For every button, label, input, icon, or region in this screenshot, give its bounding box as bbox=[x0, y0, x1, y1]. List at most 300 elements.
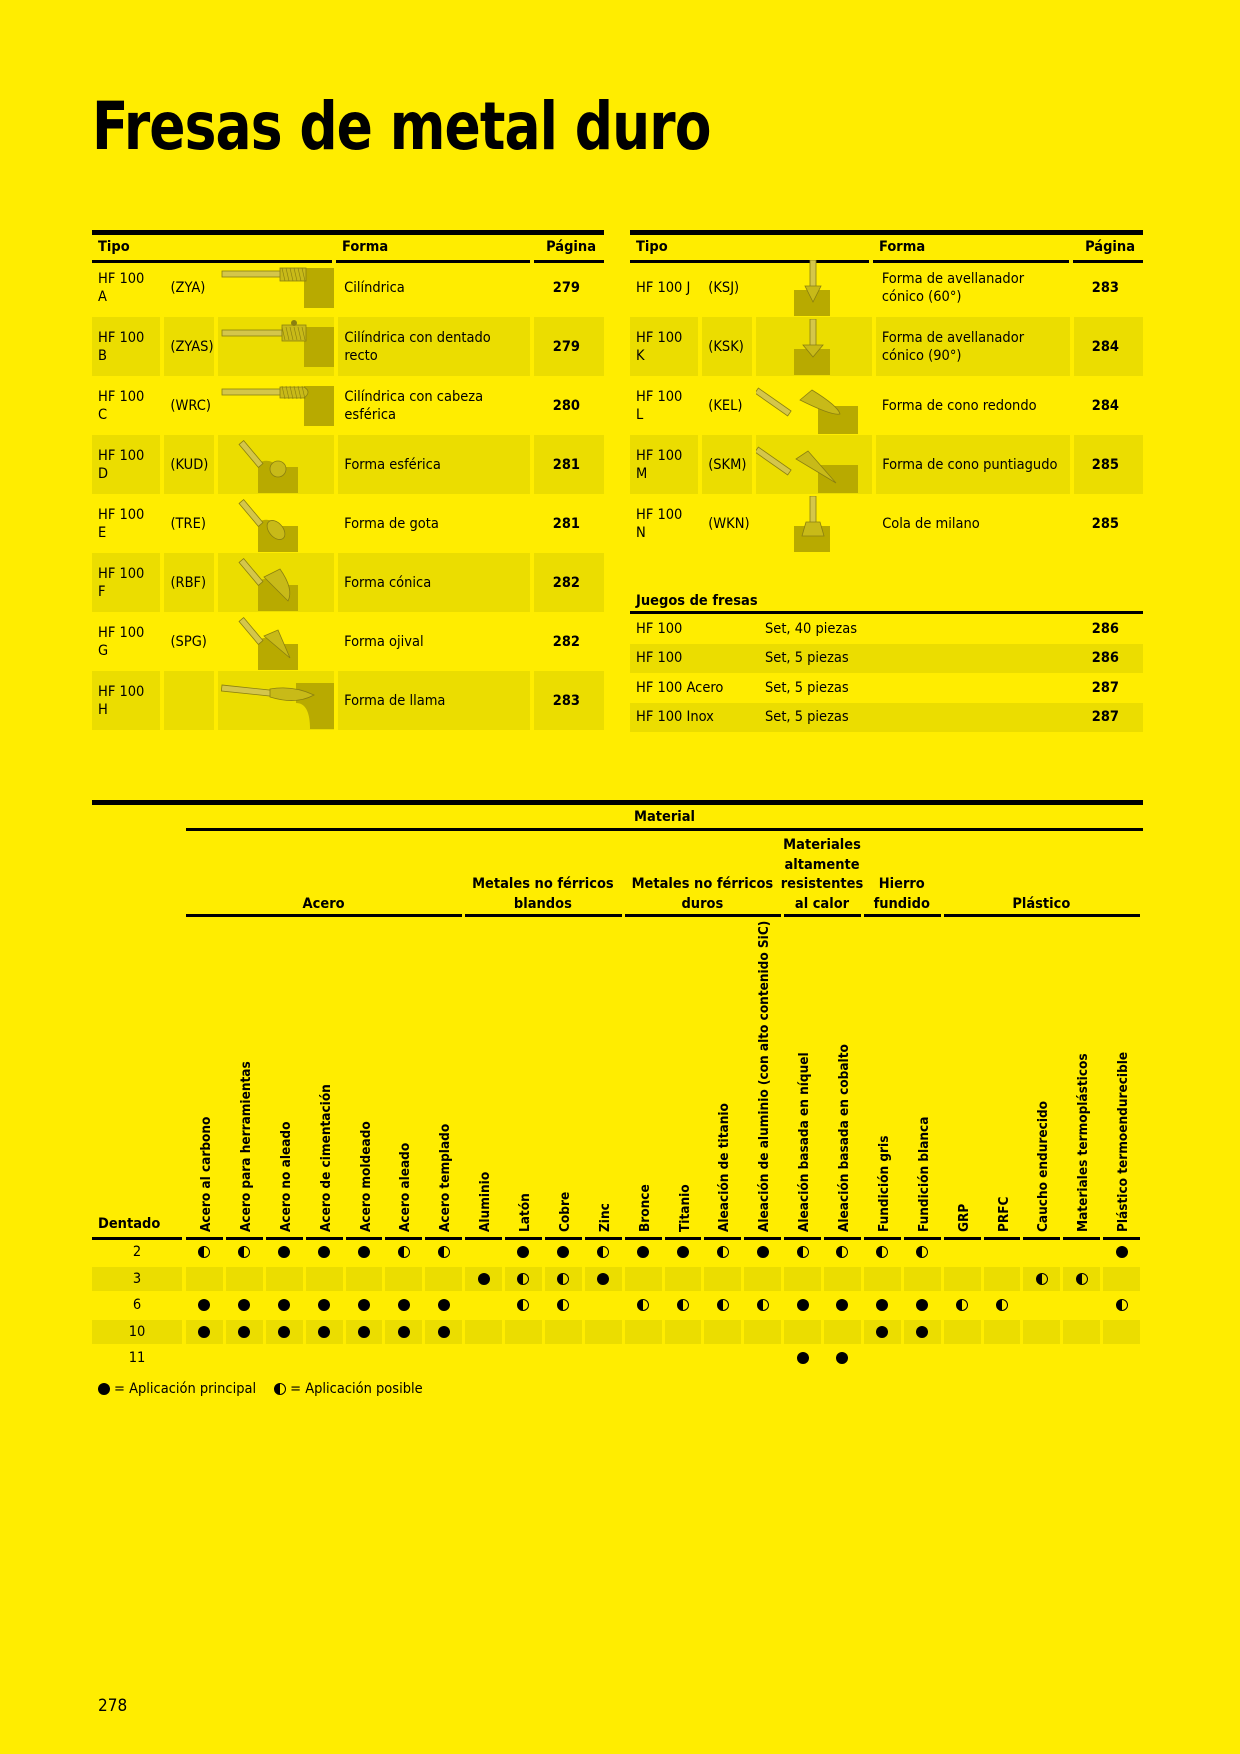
matrix-cell bbox=[1023, 1320, 1060, 1344]
set-desc: Set, 5 piezas bbox=[759, 703, 1063, 733]
full-circle-icon bbox=[517, 1246, 529, 1258]
material-group-label: Plástico bbox=[1012, 895, 1071, 912]
matrix-cell bbox=[266, 1346, 303, 1370]
matrix-cell bbox=[465, 1267, 502, 1291]
table-row bbox=[630, 376, 1143, 435]
page-ref: 283 bbox=[534, 671, 604, 730]
set-page-ref: 287 bbox=[1063, 703, 1143, 733]
matrix-cell bbox=[864, 1293, 901, 1317]
matrix-cell bbox=[665, 1240, 702, 1264]
set-page-ref: 286 bbox=[1063, 644, 1143, 674]
full-circle-icon bbox=[597, 1273, 609, 1285]
half-circle-icon bbox=[1116, 1299, 1128, 1311]
half-circle-icon bbox=[517, 1299, 529, 1311]
full-circle-icon bbox=[318, 1299, 330, 1311]
half-circle-icon bbox=[836, 1246, 848, 1258]
page-ref: 285 bbox=[1074, 435, 1143, 494]
matrix-cell bbox=[984, 1346, 1021, 1370]
material-column-label: Fundición blanca bbox=[915, 1116, 932, 1232]
dentado-value: 3 bbox=[92, 1267, 182, 1291]
matrix-cell bbox=[465, 1293, 502, 1317]
matrix-cell bbox=[465, 1240, 502, 1264]
forma-label: Cola de milano bbox=[882, 515, 980, 532]
matrix-cell bbox=[425, 1320, 462, 1344]
forma-label: Forma de cono puntiagudo bbox=[876, 435, 1069, 494]
page-ref: 281 bbox=[552, 515, 580, 532]
material-column-header bbox=[1105, 920, 1141, 1232]
material-group-label: Metales no férricos duros bbox=[631, 876, 774, 912]
material-column-label: Aleación de titanio bbox=[716, 1103, 733, 1232]
table-row bbox=[92, 435, 604, 494]
full-circle-icon bbox=[318, 1326, 330, 1338]
material-column-header bbox=[667, 920, 703, 1232]
matrix-cell bbox=[186, 1293, 223, 1317]
countersink-60-burr-icon bbox=[756, 258, 872, 317]
full-circle-icon bbox=[358, 1299, 370, 1311]
page-ref: 282 bbox=[534, 553, 604, 612]
matrix-cell bbox=[545, 1293, 582, 1317]
matrix-cell bbox=[1103, 1240, 1140, 1264]
table-row bbox=[630, 435, 1143, 494]
tipo-abbr: (ZYA) bbox=[170, 279, 206, 296]
countersink-90-burr-icon bbox=[756, 317, 872, 376]
matrix-cell bbox=[226, 1293, 263, 1317]
set-page-ref: 287 bbox=[1091, 679, 1119, 696]
forma-label: Forma de gota bbox=[344, 515, 439, 532]
half-circle-icon bbox=[637, 1299, 649, 1311]
set-desc: Set, 40 piezas bbox=[765, 620, 858, 637]
forma-label: Forma de avellanador cónico (90°) bbox=[876, 317, 1070, 376]
matrix-cell bbox=[505, 1240, 542, 1264]
matrix-row bbox=[92, 1267, 1143, 1291]
tipo-code: HF 100 D bbox=[92, 435, 160, 494]
material-column-header bbox=[308, 920, 344, 1232]
tipo-abbr: (TRE) bbox=[170, 515, 206, 532]
matrix-cell bbox=[346, 1240, 383, 1264]
material-column-header bbox=[906, 920, 942, 1232]
full-circle-icon bbox=[438, 1326, 450, 1338]
set-row bbox=[630, 703, 1143, 733]
matrix-cell bbox=[625, 1240, 662, 1264]
full-circle-icon bbox=[637, 1246, 649, 1258]
matrix-cell bbox=[306, 1320, 343, 1344]
flame-burr-icon bbox=[218, 671, 334, 730]
set-desc: Set, 5 piezas bbox=[765, 679, 849, 696]
legend-principal: = Aplicación principal bbox=[114, 1381, 257, 1397]
matrix-row bbox=[92, 1240, 1143, 1264]
forma-label: Forma esférica bbox=[338, 435, 530, 494]
full-circle-icon bbox=[238, 1326, 250, 1338]
set-name: HF 100 bbox=[630, 644, 759, 674]
full-circle-icon bbox=[757, 1246, 769, 1258]
matrix-cell bbox=[744, 1267, 781, 1291]
matrix-cell bbox=[346, 1346, 383, 1370]
material-column-header bbox=[866, 920, 902, 1232]
half-circle-icon bbox=[557, 1273, 569, 1285]
forma-label: Forma de cono redondo bbox=[881, 397, 1037, 414]
matrix-cell bbox=[585, 1293, 622, 1317]
half-circle-icon bbox=[274, 1383, 286, 1395]
tipo-abbr: (RBF) bbox=[164, 553, 214, 612]
matrix-cell bbox=[824, 1267, 861, 1291]
matrix-cell bbox=[864, 1320, 901, 1344]
material-column-label: Acero al carbono bbox=[198, 1116, 214, 1232]
full-circle-icon bbox=[278, 1299, 290, 1311]
full-circle-icon bbox=[278, 1246, 290, 1258]
tipo-abbr: (KEL) bbox=[708, 397, 743, 414]
dentado-heading: Dentado bbox=[98, 1216, 161, 1232]
half-circle-icon bbox=[717, 1246, 729, 1258]
matrix-cell bbox=[385, 1267, 422, 1291]
set-row bbox=[630, 673, 1143, 703]
set-page-ref: 286 bbox=[1091, 620, 1119, 637]
tipo-abbr: (KSJ) bbox=[708, 279, 740, 296]
material-column-header bbox=[826, 920, 862, 1232]
matrix-cell bbox=[226, 1346, 263, 1370]
matrix-cell bbox=[306, 1346, 343, 1370]
cylindrical-straight-cut-burr-icon bbox=[218, 317, 334, 376]
matrix-cell bbox=[425, 1346, 462, 1370]
matrix-cell bbox=[306, 1267, 343, 1291]
tipo-code: HF 100 N bbox=[636, 506, 683, 541]
material-column-header bbox=[348, 920, 384, 1232]
material-column-label: Zinc bbox=[596, 1203, 613, 1232]
table-row bbox=[92, 317, 604, 376]
matrix-cell bbox=[704, 1346, 741, 1370]
page-number: 278 bbox=[98, 1696, 128, 1716]
matrix-cell bbox=[505, 1320, 542, 1344]
table-row bbox=[92, 494, 604, 553]
matrix-cell bbox=[824, 1293, 861, 1317]
material-group-label: Acero bbox=[302, 895, 345, 912]
material-column-label: Plástico termoendurecible bbox=[1115, 1051, 1132, 1232]
full-circle-icon bbox=[557, 1246, 569, 1258]
page-ref: 285 bbox=[1091, 515, 1119, 532]
material-column-label: PRFC bbox=[995, 1196, 1012, 1232]
matrix-cell bbox=[984, 1240, 1021, 1264]
matrix-cell bbox=[944, 1346, 981, 1370]
half-circle-icon bbox=[597, 1246, 609, 1258]
tipo-abbr: (SKM) bbox=[702, 435, 752, 494]
page-ref: 284 bbox=[1074, 317, 1144, 376]
material-column-header bbox=[946, 920, 982, 1232]
matrix-cell bbox=[226, 1267, 263, 1291]
full-circle-icon bbox=[398, 1299, 410, 1311]
forma-label: Forma cónica bbox=[338, 553, 530, 612]
table-header bbox=[92, 230, 604, 258]
matrix-cell bbox=[784, 1240, 821, 1264]
full-circle-icon bbox=[876, 1299, 888, 1311]
full-circle-icon bbox=[836, 1352, 848, 1364]
tipo-code: HF 100 M bbox=[630, 435, 698, 494]
forma-label: Forma de llama bbox=[338, 671, 530, 730]
matrix-cell bbox=[266, 1267, 303, 1291]
full-circle-icon bbox=[198, 1299, 210, 1311]
matrix-cell bbox=[824, 1346, 861, 1370]
table-row bbox=[92, 671, 604, 730]
half-circle-icon bbox=[238, 1246, 250, 1258]
matrix-cell bbox=[1063, 1293, 1100, 1317]
matrix-cell bbox=[1023, 1346, 1060, 1370]
matrix-cell bbox=[266, 1293, 303, 1317]
dentado-value: 10 bbox=[92, 1320, 182, 1344]
half-circle-icon bbox=[717, 1299, 729, 1311]
matrix-cell bbox=[784, 1267, 821, 1291]
material-column-label: Acero no aleado bbox=[277, 1121, 294, 1232]
round-cone-burr-icon bbox=[756, 376, 872, 435]
half-circle-icon bbox=[1076, 1273, 1088, 1285]
table-row bbox=[630, 258, 1143, 317]
matrix-cell bbox=[226, 1240, 263, 1264]
half-circle-icon bbox=[916, 1246, 928, 1258]
pointed-tree-burr-icon bbox=[218, 612, 334, 671]
material-column-header bbox=[746, 920, 782, 1232]
tipo-abbr bbox=[164, 671, 214, 730]
matrix-cell bbox=[784, 1346, 821, 1370]
material-column-header bbox=[268, 920, 304, 1232]
left-product-table bbox=[92, 230, 604, 730]
full-circle-icon bbox=[438, 1299, 450, 1311]
tipo-code: HF 100 E bbox=[98, 506, 145, 541]
matrix-cell bbox=[904, 1346, 941, 1370]
full-circle-icon bbox=[238, 1299, 250, 1311]
matrix-cell bbox=[1063, 1240, 1100, 1264]
tipo-code: HF 100 H bbox=[92, 671, 160, 730]
full-circle-icon bbox=[916, 1326, 928, 1338]
matrix-cell bbox=[1063, 1346, 1100, 1370]
burr-sets-table bbox=[630, 588, 1143, 732]
full-circle-icon bbox=[318, 1246, 330, 1258]
half-circle-icon bbox=[438, 1246, 450, 1258]
matrix-cell bbox=[186, 1320, 223, 1344]
matrix-cell bbox=[1103, 1293, 1140, 1317]
header-forma: Forma bbox=[873, 235, 1069, 263]
tipo-abbr: (WRC) bbox=[170, 397, 211, 414]
matrix-cell bbox=[625, 1320, 662, 1344]
forma-label: Cilíndrica bbox=[344, 279, 405, 296]
matrix-row bbox=[92, 1293, 1143, 1317]
matrix-cell bbox=[744, 1293, 781, 1317]
matrix-cell bbox=[385, 1240, 422, 1264]
matrix-cell bbox=[904, 1320, 941, 1344]
header-tipo: Tipo bbox=[630, 235, 869, 263]
forma-label: Forma de avellanador cónico (60°) bbox=[881, 270, 1025, 305]
half-circle-icon bbox=[398, 1246, 410, 1258]
matrix-cell bbox=[226, 1320, 263, 1344]
header-forma: Forma bbox=[336, 235, 530, 263]
matrix-cell bbox=[704, 1240, 741, 1264]
matrix-cell bbox=[1103, 1267, 1140, 1291]
half-circle-icon bbox=[1036, 1273, 1048, 1285]
oval-burr-icon bbox=[218, 494, 334, 553]
matrix-cell bbox=[704, 1267, 741, 1291]
table-row bbox=[92, 258, 604, 317]
material-column-header bbox=[1065, 920, 1101, 1232]
cylindrical-burr-icon bbox=[218, 258, 334, 317]
matrix-cell bbox=[425, 1293, 462, 1317]
table-row bbox=[630, 494, 1143, 553]
matrix-cell bbox=[665, 1293, 702, 1317]
tipo-abbr: (KUD) bbox=[164, 435, 214, 494]
matrix-cell bbox=[1063, 1267, 1100, 1291]
full-circle-icon bbox=[98, 1383, 110, 1395]
tipo-code: HF 100 B bbox=[92, 317, 160, 376]
table-header bbox=[630, 230, 1143, 258]
matrix-cell bbox=[385, 1346, 422, 1370]
half-circle-icon bbox=[757, 1299, 769, 1311]
material-group-label: Materiales altamente resistentes al calor bbox=[780, 837, 864, 912]
material-group-label: Metales no férricos blandos bbox=[472, 876, 614, 912]
dovetail-burr-icon bbox=[756, 494, 872, 553]
matrix-cell bbox=[465, 1320, 502, 1344]
material-column-label: GRP bbox=[955, 1203, 972, 1232]
set-name: HF 100 Acero bbox=[636, 679, 724, 696]
matrix-cell bbox=[1023, 1240, 1060, 1264]
matrix-cell bbox=[824, 1240, 861, 1264]
matrix-cell bbox=[505, 1267, 542, 1291]
full-circle-icon bbox=[916, 1299, 928, 1311]
ball-burr-icon bbox=[218, 435, 334, 494]
matrix-cell bbox=[346, 1293, 383, 1317]
matrix-cell bbox=[385, 1293, 422, 1317]
header-pagina: Página bbox=[534, 235, 604, 263]
matrix-cell bbox=[385, 1320, 422, 1344]
full-circle-icon bbox=[876, 1326, 888, 1338]
full-circle-icon bbox=[836, 1299, 848, 1311]
matrix-cell bbox=[266, 1240, 303, 1264]
matrix-cell bbox=[864, 1346, 901, 1370]
material-column-label: Acero aleado bbox=[397, 1142, 414, 1232]
matrix-cell bbox=[1023, 1267, 1060, 1291]
matrix-cell bbox=[186, 1267, 223, 1291]
forma-label: Cilíndrica con cabeza esférica bbox=[344, 388, 484, 423]
material-column-label: Aleación de aluminio (con alto contenido SiC) bbox=[756, 920, 773, 1232]
full-circle-icon bbox=[677, 1246, 689, 1258]
matrix-cell bbox=[864, 1267, 901, 1291]
forma-label: Forma ojival bbox=[344, 633, 424, 650]
material-application-matrix bbox=[92, 800, 1143, 1366]
page-ref: 281 bbox=[534, 435, 604, 494]
matrix-cell bbox=[1023, 1293, 1060, 1317]
matrix-cell bbox=[824, 1320, 861, 1344]
matrix-cell bbox=[984, 1267, 1021, 1291]
matrix-cell bbox=[665, 1346, 702, 1370]
tipo-code: HF 100 F bbox=[92, 553, 160, 612]
matrix-cell bbox=[744, 1346, 781, 1370]
material-column-label: Acero para herramientas bbox=[237, 1061, 254, 1232]
material-column-label: Aleación basada en cobalto bbox=[836, 1044, 852, 1232]
tree-burr-icon bbox=[218, 553, 334, 612]
material-column-label: Aleación basada en níquel bbox=[796, 1052, 813, 1232]
half-circle-icon bbox=[198, 1246, 210, 1258]
matrix-cell bbox=[944, 1267, 981, 1291]
material-column-header bbox=[507, 920, 543, 1232]
matrix-cell bbox=[545, 1320, 582, 1344]
tipo-abbr: (WKN) bbox=[708, 515, 750, 532]
set-row bbox=[630, 614, 1143, 644]
pointed-cone-burr-icon bbox=[756, 435, 872, 494]
matrix-cell bbox=[346, 1320, 383, 1344]
matrix-cell bbox=[505, 1293, 542, 1317]
full-circle-icon bbox=[1116, 1246, 1128, 1258]
matrix-cell bbox=[465, 1346, 502, 1370]
table-row bbox=[92, 612, 604, 671]
tipo-code: HF 100 L bbox=[636, 388, 683, 423]
full-circle-icon bbox=[278, 1326, 290, 1338]
material-column-label: Aluminio bbox=[477, 1171, 494, 1232]
tipo-code: HF 100 A bbox=[98, 270, 145, 305]
half-circle-icon bbox=[557, 1299, 569, 1311]
page-ref: 284 bbox=[1091, 397, 1119, 414]
matrix-cell bbox=[625, 1346, 662, 1370]
tipo-code: HF 100 K bbox=[630, 317, 698, 376]
matrix-cell bbox=[585, 1320, 622, 1344]
matrix-cell bbox=[784, 1320, 821, 1344]
matrix-cell bbox=[505, 1346, 542, 1370]
material-column-header bbox=[627, 920, 663, 1232]
tipo-abbr: (SPG) bbox=[170, 633, 207, 650]
full-circle-icon bbox=[797, 1352, 809, 1364]
material-column-label: Fundición gris bbox=[875, 1135, 892, 1232]
cylindrical-ball-nose-burr-icon bbox=[218, 376, 334, 435]
material-column-header bbox=[1025, 920, 1061, 1232]
set-name: HF 100 bbox=[636, 620, 683, 637]
material-column-label: Acero moldeado bbox=[357, 1121, 374, 1232]
page-ref: 279 bbox=[534, 317, 604, 376]
full-circle-icon bbox=[478, 1273, 490, 1285]
material-column-label: Titanio bbox=[676, 1184, 693, 1232]
matrix-cell bbox=[425, 1240, 462, 1264]
matrix-cell bbox=[585, 1267, 622, 1291]
matrix-cell bbox=[864, 1240, 901, 1264]
full-circle-icon bbox=[358, 1246, 370, 1258]
page-ref: 283 bbox=[1091, 279, 1119, 296]
full-circle-icon bbox=[398, 1326, 410, 1338]
matrix-cell bbox=[904, 1293, 941, 1317]
matrix-cell bbox=[625, 1267, 662, 1291]
matrix-cell bbox=[665, 1267, 702, 1291]
material-column-label: Cobre bbox=[556, 1191, 573, 1232]
legend bbox=[98, 1381, 423, 1397]
material-column-header bbox=[188, 920, 224, 1232]
set-desc: Set, 5 piezas bbox=[759, 644, 1063, 674]
table-row bbox=[92, 376, 604, 435]
material-column-header bbox=[427, 920, 463, 1232]
dentado-value: 11 bbox=[128, 1350, 146, 1366]
matrix-cell bbox=[944, 1320, 981, 1344]
matrix-cell bbox=[585, 1346, 622, 1370]
matrix-cell bbox=[704, 1320, 741, 1344]
material-heading: Material bbox=[633, 809, 696, 825]
matrix-cell bbox=[944, 1293, 981, 1317]
header-pagina: Página bbox=[1073, 235, 1143, 263]
matrix-cell bbox=[306, 1240, 343, 1264]
matrix-cell bbox=[984, 1293, 1021, 1317]
matrix-cell bbox=[1063, 1320, 1100, 1344]
matrix-cell bbox=[665, 1320, 702, 1344]
matrix-cell bbox=[1103, 1346, 1140, 1370]
material-column-label: Materiales termoplásticos bbox=[1075, 1053, 1092, 1232]
table-row bbox=[630, 317, 1143, 376]
dentado-value: 2 bbox=[132, 1244, 142, 1260]
matrix-cell bbox=[545, 1346, 582, 1370]
legend-posible: = Aplicación posible bbox=[290, 1381, 423, 1397]
page-title: Fresas de metal duro bbox=[92, 88, 711, 165]
tipo-abbr: (ZYAS) bbox=[164, 317, 214, 376]
right-product-table bbox=[630, 230, 1143, 553]
full-circle-icon bbox=[358, 1326, 370, 1338]
tipo-code: HF 100 J bbox=[636, 279, 691, 296]
